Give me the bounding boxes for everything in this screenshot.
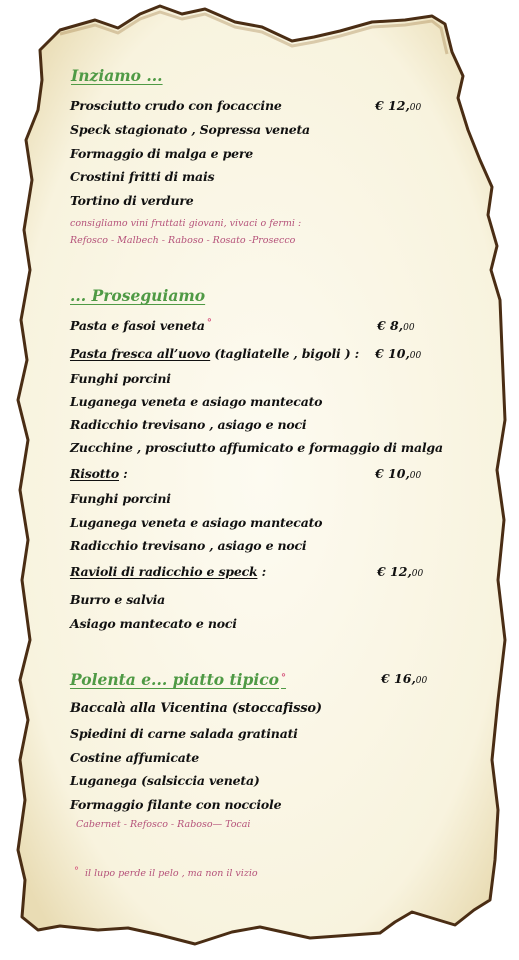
wine-list: Refosco - Malbech - Raboso - Rosato -Prosecco	[70, 235, 296, 246]
menu-item: Prosciutto crudo con focaccine	[70, 98, 282, 113]
menu-item: Speck stagionato , Sopressa veneta	[70, 122, 310, 137]
menu-item-heading: Risotto :	[70, 466, 128, 481]
menu-item: Baccalà alla Vicentina (stoccafisso)	[70, 701, 322, 716]
menu-item: Zucchine , prosciutto affumicato e formaggio di malga	[70, 440, 443, 455]
menu-item: Spiedini di carne salada gratinati	[70, 726, 298, 741]
footnote: ° il lupo perde il pelo , ma non il vizio	[74, 866, 258, 879]
price-pasta-fasoi: € 8,00	[377, 318, 415, 333]
menu-item: Burro e salvia	[70, 592, 166, 607]
menu-item: Formaggio di malga e pere	[70, 146, 254, 161]
menu-item: Funghi porcini	[70, 491, 171, 506]
price-risotto: € 10,00	[375, 466, 422, 481]
menu-item: Luganega (salsiccia veneta)	[70, 773, 260, 788]
wine-note: consigliamo vini fruttati giovani, vivaci o fermi :	[70, 218, 302, 229]
menu-item: Luganega veneta e asiago mantecato	[70, 515, 323, 530]
price-iniziamo: € 12,00	[375, 98, 422, 113]
menu-item: Costine affumicate	[70, 750, 199, 765]
price-polenta: € 16,00	[381, 671, 428, 686]
degree-mark-icon: °	[74, 866, 79, 877]
wine-list: Cabernet - Refosco - Raboso— Tocai	[76, 819, 251, 830]
menu-item-heading: Ravioli di radicchio e speck :	[70, 564, 267, 579]
price-ravioli: € 12,00	[377, 564, 424, 579]
menu-item: Radicchio trevisano , asiago e noci	[70, 417, 307, 432]
degree-mark-icon: °	[206, 318, 212, 329]
menu-item: Funghi porcini	[70, 371, 171, 386]
menu-item: Radicchio trevisano , asiago e noci	[70, 538, 307, 553]
section-title-iniziamo: Inziamo ...	[71, 66, 163, 85]
menu-item: Crostini fritti di mais	[70, 169, 215, 184]
menu-item: Tortino di verdure	[70, 193, 194, 208]
degree-mark-icon: °	[281, 673, 287, 684]
price-pasta-fresca: € 10,00	[375, 346, 422, 361]
menu-item-heading: Pasta fresca all’uovo (tagliatelle , bigoli ) :	[70, 346, 360, 361]
menu-item: Formaggio filante con nocciole	[70, 797, 282, 812]
section-title-proseguiamo: ... Proseguiamo	[70, 286, 206, 305]
section-title-polenta: Polenta e... piatto tipico °	[70, 670, 287, 689]
menu-item: Luganega veneta e asiago mantecato	[70, 394, 323, 409]
menu-item: Asiago mantecato e noci	[70, 616, 237, 631]
menu-item: Pasta e fasoi veneta °	[70, 318, 212, 333]
